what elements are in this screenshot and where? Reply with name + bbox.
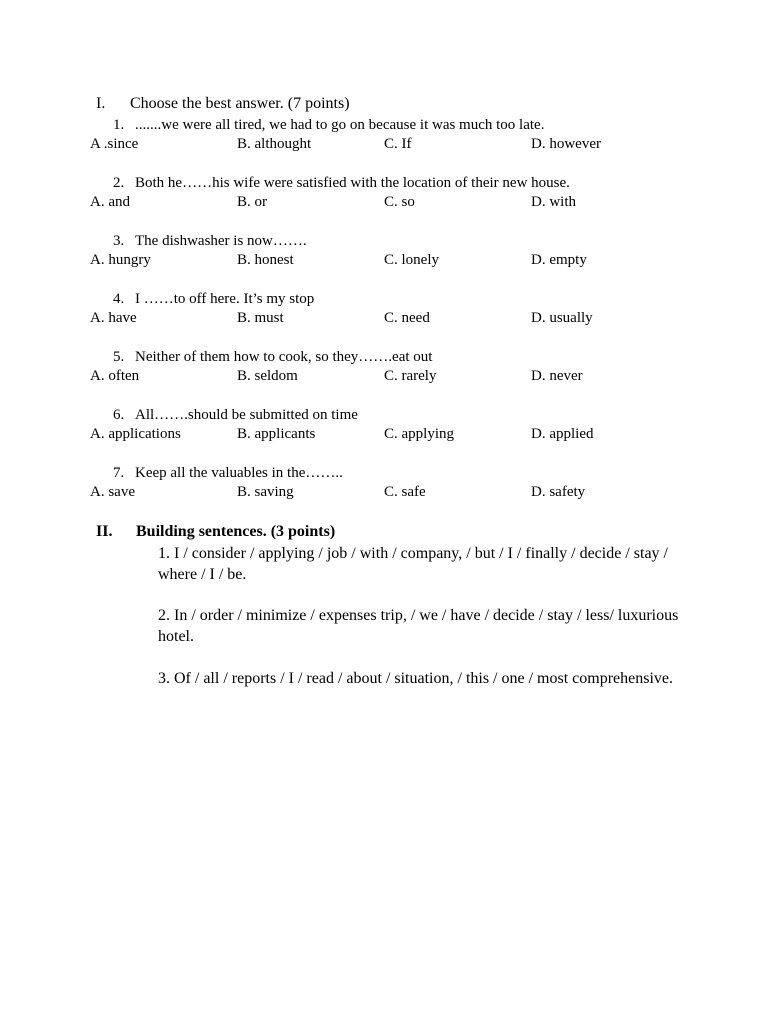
question-text: .......we were all tired, we had to go on because it was much too late. [135, 117, 545, 133]
option-d: D. however [531, 136, 601, 152]
option-a: A. hungry [90, 252, 151, 268]
option-a: A. and [90, 194, 130, 210]
question-stem [113, 232, 307, 251]
option-c: C. rarely [384, 368, 437, 384]
option-b: B. applicants [237, 426, 316, 442]
option-a: A .since [90, 136, 139, 152]
section-1-heading [96, 94, 350, 114]
question-stem [113, 464, 343, 483]
sentence-3: 3. Of / all / reports / I / read / about / situation, / this / one / most comprehensive. [158, 670, 674, 687]
question-number: 3. [113, 233, 125, 249]
question-7 [0, 464, 768, 504]
option-d: D. empty [531, 252, 587, 268]
question-stem [113, 116, 544, 135]
question-6 [0, 406, 768, 446]
option-c: C. applying [384, 426, 454, 442]
question-number: 7. [113, 465, 125, 481]
question-number: 4. [113, 291, 125, 307]
question-number: 6. [113, 407, 125, 423]
section-1-number: I. [96, 95, 106, 112]
option-c: C. If [384, 136, 412, 152]
question-text: Neither of them how to cook, so they…….eat out [135, 349, 433, 365]
section-2-number: II. [96, 523, 113, 540]
question-text: The dishwasher is now……. [135, 233, 307, 249]
sentence-2: 2. In / order / minimize / expenses trip, / we / have / decide / stay / less/ luxurious hotel. [158, 607, 679, 645]
option-b: B. althought [237, 136, 312, 152]
option-a: A. save [90, 484, 135, 500]
question-1 [0, 116, 768, 156]
question-2 [0, 174, 768, 214]
option-a: A. often [90, 368, 140, 384]
question-stem [113, 290, 314, 309]
question-5 [0, 348, 768, 388]
question-text: Keep all the valuables in the…….. [135, 465, 343, 481]
option-b: B. honest [237, 252, 294, 268]
option-c: C. so [384, 194, 415, 210]
question-4 [0, 290, 768, 330]
option-b: B. saving [237, 484, 294, 500]
option-d: D. applied [531, 426, 594, 442]
section-2-heading [96, 522, 335, 542]
option-d: D. usually [531, 310, 593, 326]
option-b: B. or [237, 194, 267, 210]
option-c: C. need [384, 310, 430, 326]
option-d: D. safety [531, 484, 586, 500]
question-number: 1. [113, 117, 125, 133]
option-b: B. must [237, 310, 284, 326]
option-d: D. with [531, 194, 576, 210]
option-b: B. seldom [237, 368, 298, 384]
option-a: A. applications [90, 426, 181, 442]
question-stem [113, 406, 358, 425]
option-d: D. never [531, 368, 583, 384]
question-number: 2. [113, 175, 125, 191]
option-a: A. have [90, 310, 137, 326]
option-c: C. lonely [384, 252, 439, 268]
question-text: Both he……his wife were satisfied with the location of their new house. [135, 175, 570, 191]
option-c: C. safe [384, 484, 426, 500]
question-stem [113, 174, 570, 193]
question-number: 5. [113, 349, 125, 365]
question-stem [113, 348, 432, 367]
sentence-1: 1. I / consider / applying / job / with / company, / but / I / finally / decide / stay / where / I / be. [158, 545, 668, 583]
section-2-title: Building sentences. (3 points) [136, 523, 336, 540]
question-text: All…….should be submitted on time [135, 407, 358, 423]
question-3 [0, 232, 768, 272]
section-1-title: Choose the best answer. (7 points) [130, 95, 350, 112]
question-text: I ……to off here. It’s my stop [135, 291, 315, 307]
